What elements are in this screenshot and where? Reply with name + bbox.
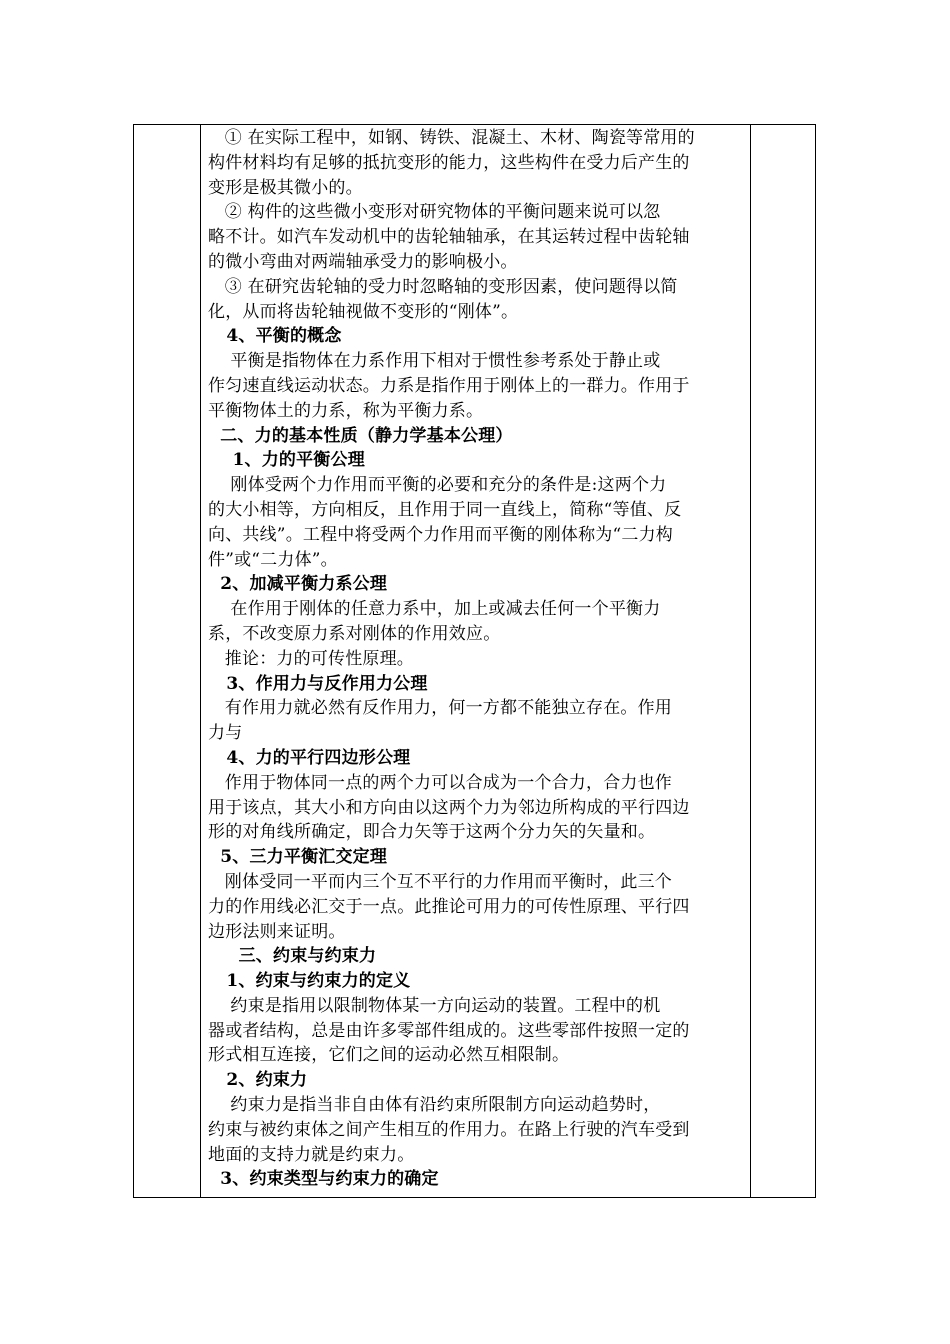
paragraph-line: 略不计。如汽车发动机中的齿轮轴轴承，在其运转过程中齿轮轴 [208,227,690,248]
paragraph-line: 力的作用线必汇交于一点。此推论可用力的可传性原理、平行四 [208,896,690,917]
paragraph-line: 作用于物体同一点的两个力可以合成为一个合力，合力也作 [208,772,673,793]
paragraph-line: 约束力是指当非自由体有沿约束所限制方向运动趋势时， [208,1095,661,1116]
paragraph-line: 边形法则来证明。 [208,921,346,942]
paragraph-line: 形式相互连接，它们之间的运动必然互相限制。 [208,1045,570,1066]
section-heading: 3、约束类型与约束力的确定 [208,1169,439,1190]
section-heading: 2、约束力 [208,1070,308,1091]
paragraph-line: ① 在实际工程中，如钢、铸铁、混凝土、木材、陶瓷等常用的 [208,128,695,148]
paragraph-line: 有作用力就必然有反作用力，何一方都不能独立存在。作用 [208,698,673,719]
paragraph-line: 用于该点，其大小和方向由以这两个力为邻边所构成的平行四边 [208,797,690,818]
paragraph-line: 化，从而将齿轮轴视做不变形的“刚体”。 [208,301,519,322]
section-heading: 2、加减平衡力系公理 [208,574,388,595]
paragraph-line: 地面的支持力就是约束力。 [208,1144,415,1165]
paragraph-line: 变形是极其微小的。 [208,177,363,198]
paragraph-line: 刚体受两个力作用而平衡的必要和充分的条件是:这两个力 [208,475,667,496]
section-heading: 4、力的平行四边形公理 [208,747,411,768]
section-heading: 5、三力平衡汇交定理 [208,847,388,868]
paragraph-line: 在作用于刚体的任意力系中，加上或减去任何一个平衡力 [208,599,661,620]
paragraph-line: 件”或“二力体”。 [208,549,338,570]
paragraph-line: 约束是指用以限制物体某一方向运动的装置。工程中的机 [208,995,661,1016]
section-heading: 4、平衡的概念 [208,326,342,347]
paragraph-line: ② 构件的这些微小变形对研究物体的平衡问题来说可以忽 [208,202,661,223]
paragraph-line: 平衡物体土的力系，称为平衡力系。 [208,400,484,421]
document-body [208,126,746,1192]
paragraph-line: 向、共线”。工程中将受两个力作用而平衡的刚体称为“二力构 [208,524,673,545]
paragraph-line: 约束与被约束体之间产生相互的作用力。在路上行驶的汽车受到 [208,1119,690,1140]
section-heading: 二、力的基本性质（静力学基本公理） [208,425,513,446]
section-heading: 1、力的平衡公理 [208,450,365,471]
column-divider-2 [750,125,751,1197]
paragraph-line: 的微小弯曲对两端轴承受力的影响极小。 [208,251,518,272]
paragraph-line: 平衡是指物体在力系作用下相对于惯性参考系处于静止或 [208,351,661,372]
section-heading: 1、约束与约束力的定义 [208,971,411,992]
paragraph-line: 的大小相等，方向相反，且作用于同一直线上，简称“等值、反 [208,499,682,520]
paragraph-line: 推论：力的可传性原理。 [208,648,415,669]
paragraph-line: 器或者结构，总是由许多零部件组成的。这些零部件按照一定的 [208,1020,690,1041]
section-heading: 3、作用力与反作用力公理 [208,673,428,694]
column-divider-1 [200,125,201,1197]
paragraph-line: 系，不改变原力系对刚体的作用效应。 [208,623,501,644]
section-heading: 三、约束与约束力 [208,946,377,967]
paragraph-line: 作匀速直线运动状态。力系是指作用于刚体上的一群力。作用于 [208,375,690,396]
paragraph-line: 构件材料均有足够的抵抗变形的能力，这些构件在受力后产生的 [208,152,690,173]
paragraph-line: 力与 [208,723,243,744]
paragraph-line: 形的对角线所确定，即合力矢等于这两个分力矢的矢量和。 [208,822,656,843]
paragraph-line: 刚体受同一平而内三个互不平行的力作用而平衡时，此三个 [208,871,673,892]
paragraph-line: ③ 在研究齿轮轴的受力时忽略轴的变形因素，使问题得以简 [208,276,678,297]
